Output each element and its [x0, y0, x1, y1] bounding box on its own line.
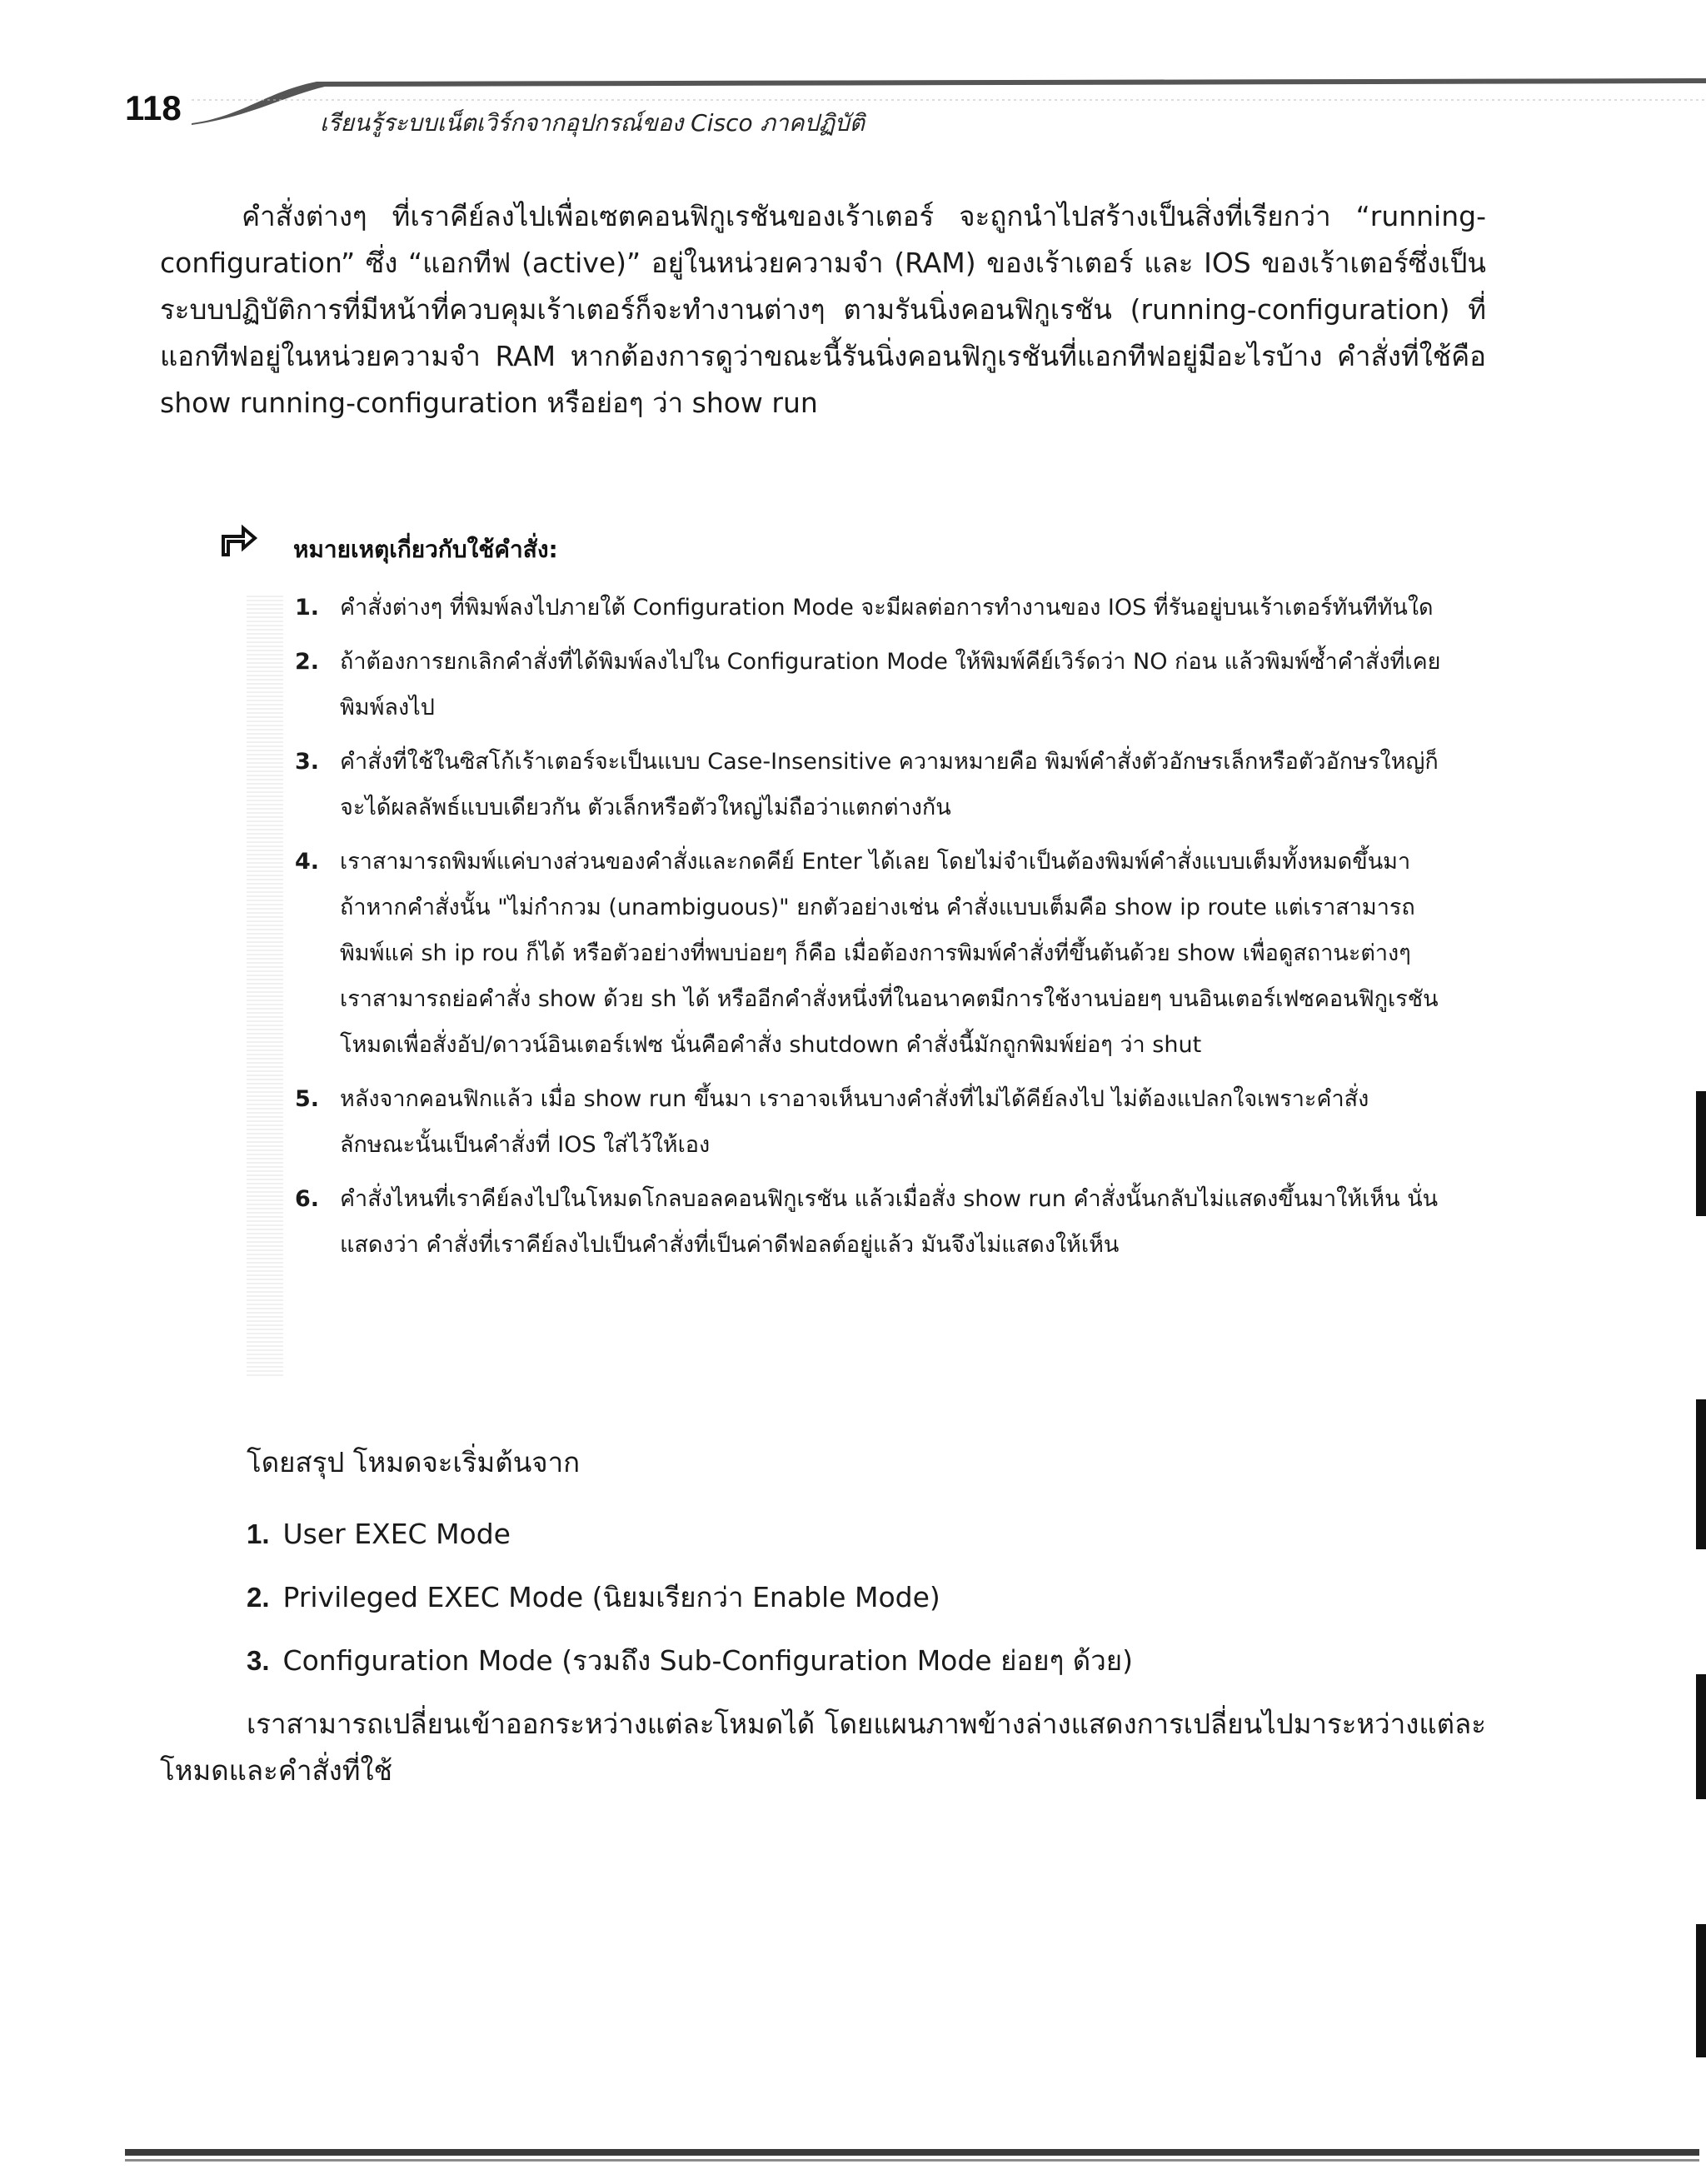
- page-number: 118: [125, 88, 182, 127]
- note-item: [283, 1176, 1441, 1268]
- mode-label: Configuration Mode (รวมถึง Sub-Configuration Mode ย่อยๆ ด้วย): [282, 1644, 1133, 1677]
- note-list: [283, 585, 1441, 1276]
- page-edge-marks: [1696, 0, 1706, 2184]
- note-margin-shading: [247, 593, 283, 1376]
- closing-paragraph: เราสามารถเปลี่ยนเข้าออกระหว่างแต่ละโหมดได้ โดยแผนภาพข้างล่างแสดงการเปลี่ยนไปมาระหว่างแต่ละโหมดและคำสั่งที่ใช้: [160, 1708, 1486, 1787]
- footer-rule-thin: [125, 2159, 1699, 2162]
- mode-list-item: [247, 1629, 1133, 1693]
- note-item-text: คำสั่งต่างๆ ที่พิมพ์ลงไปภายใต้ Configuration Mode จะมีผลต่อการทำงานของ IOS ที่รันอยู่บนเร้าเตอร์ทันทีทันใด: [340, 595, 1434, 621]
- intro-paragraph: คำสั่งต่างๆ ที่เราคีย์ลงไปเพื่อเซตคอนฟิกูเรชันของเร้าเตอร์ จะถูกนำไปสร้างเป็นสิ่งที่เรียกว่า “running-configuration” ซึ่ง “แอกทีฟ (active)” อยู่ในหน่วยความจำ (RAM) ของเร้าเตอร์ และ IOS ของเร้าเตอร์ซึ่งเป็นระบบปฏิบัติการที่มีหน้าที่ควบคุมเร้าเตอร์ก็จะทำงานต่างๆ ตามรันนิ่งคอนฟิกูเรชัน (running-configuration) ที่แอกทีฟอยู่ในหน่วยความจำ RAM หากต้องการดูว่าขณะนี้รันนิ่งคอนฟิกูเรชันที่แอกทีฟอยู่มีอะไรบ้าง คำสั่งที่ใช้คือ show running-configuration หรือย่อๆ ว่า show run: [160, 200, 1486, 419]
- note-item: [283, 839, 1441, 1068]
- note-item-number: 2.: [295, 649, 320, 675]
- mode-label: Privileged EXEC Mode (นิยมเรียกว่า Enable Mode): [282, 1581, 940, 1613]
- note-item-number: 5.: [295, 1086, 320, 1112]
- edge-mark: [1696, 1924, 1706, 2057]
- note-item: [283, 1076, 1441, 1168]
- mode-list-item: [247, 1503, 1133, 1566]
- summary-intro: โดยสรุป โหมดจะเริ่มต้นจาก: [247, 1446, 581, 1478]
- mode-label: User EXEC Mode: [282, 1518, 511, 1550]
- note-item-number: 3.: [295, 749, 320, 775]
- edge-mark: [1696, 1674, 1706, 1799]
- mode-list: [247, 1503, 1133, 1693]
- note-item: [283, 739, 1441, 830]
- note-item-text: คำสั่งที่ใช้ในซิสโก้เร้าเตอร์จะเป็นแบบ Case-Insensitive ความหมายคือ พิมพ์คำสั่งตัวอักษรเล็กหรือตัวอักษรใหญ่ก็จะได้ผลลัพธ์แบบเดียวกัน ตัวเล็กหรือตัวใหญ่ไม่ถือว่าแตกต่างกัน: [340, 749, 1439, 820]
- note-item: [283, 639, 1441, 730]
- mode-number: 2.: [247, 1582, 270, 1613]
- note-item: [283, 585, 1441, 631]
- running-head: เรียนรู้ระบบเน็ตเวิร์กจากอุปกรณ์ของ Cisco ภาคปฏิบัติ: [320, 109, 865, 137]
- footer-rule: [125, 2149, 1699, 2156]
- note-item-text: หลังจากคอนฟิกแล้ว เมื่อ show run ขึ้นมา เราอาจเห็นบางคำสั่งที่ไม่ได้คีย์ลงไป ไม่ต้องแปลกใจเพราะคำสั่งลักษณะนั้นเป็นคำสั่งที่ IOS ใส่ไว้ให้เอง: [340, 1086, 1369, 1158]
- edge-mark: [1696, 1091, 1706, 1216]
- note-item-text: คำสั่งไหนที่เราคีย์ลงไปในโหมดโกลบอลคอนฟิกูเรชัน แล้วเมื่อสั่ง show run คำสั่งนั้นกลับไม่แสดงขึ้นมาให้เห็น นั่นแสดงว่า คำสั่งที่เราคีย์ลงไปเป็นคำสั่งที่เป็นค่าดีฟอลต์อยู่แล้ว มันจึงไม่แสดงให้เห็น: [340, 1186, 1439, 1258]
- edge-mark: [1696, 1399, 1706, 1549]
- note-item-text: เราสามารถพิมพ์แค่บางส่วนของคำสั่งและกดคีย์ Enter ได้เลย โดยไม่จำเป็นต้องพิมพ์คำสั่งแบบเต็มทั้งหมดขึ้นมา ถ้าหากคำสั่งนั้น "ไม่กำกวม (unambiguous)" ยกตัวอย่างเช่น คำสั่งแบบเต็มคือ show ip route แต่เราสามารถพิมพ์แค่ sh ip rou ก็ได้ หรือตัวอย่างที่พบบ่อยๆ ก็คือ เมื่อต้องการพิมพ์คำสั่งที่ขึ้นต้นด้วย show เพื่อดูสถานะต่างๆ เราสามารถย่อคำสั่ง show ด้วย sh ได้ หรืออีกคำสั่งหนึ่งที่ในอนาคตมีการใช้งานบ่อยๆ บนอินเตอร์เฟซคอนฟิกูเรชันโหมดเพื่อสั่งอัป/ดาวน์อินเตอร์เฟซ นั่นคือคำสั่ง shutdown คำสั่งนี้มักถูกพิมพ์ย่อๆ ว่า shut: [340, 849, 1439, 1058]
- note-item-number: 4.: [295, 849, 320, 875]
- note-item-text: ถ้าต้องการยกเลิกคำสั่งที่ได้พิมพ์ลงไปใน Configuration Mode ให้พิมพ์คีย์เวิร์ดว่า NO ก่อน แล้วพิมพ์ซ้ำคำสั่งที่เคยพิมพ์ลงไป: [340, 649, 1441, 721]
- mode-number: 3.: [247, 1645, 270, 1676]
- note-item-number: 6.: [295, 1186, 320, 1212]
- note-title: หมายเหตุเกี่ยวกับใช้คำสั่ง:: [293, 536, 558, 563]
- note-arrow-icon: [218, 523, 258, 561]
- mode-number: 1.: [247, 1518, 270, 1549]
- mode-list-item: [247, 1566, 1133, 1629]
- note-item-number: 1.: [295, 595, 320, 621]
